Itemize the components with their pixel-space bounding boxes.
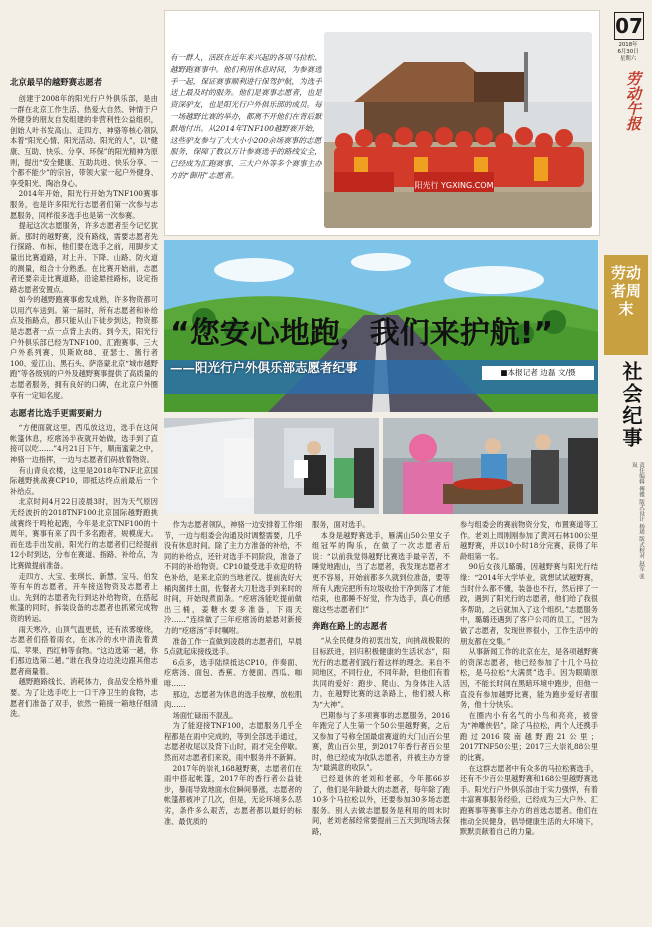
paragraph: 如今的越野跑赛事愈发成熟，许多物资都可以用汽车送到。第一届时，所有志愿者和补给点及指路点，都只能从山下徒步到达，物资都是志愿者一点一点背上去的。到今天，阳光行户外俱乐部已经为TNF100、汇跑赛事、三大户外系列赛、贝斯欧88、亚瑟士、酱行者100、爱江山、黑石头、萨洛蒙北京“城市越野跑”等各级别的户外及越野赛事提供了高质量的志愿者服务，拥有良好的口碑，在北京户外圈享有一定知名度。: [10, 295, 158, 400]
article-column-3: [312, 520, 450, 838]
section-heading-2: 志愿者比选手更需要耐力: [10, 408, 103, 419]
photo-supply-tent: [164, 418, 379, 514]
section-heading-3: 奔跑在路上的志愿者: [312, 621, 388, 632]
paragraph: 准备工作一直做到凌晨的志愿者们，早晨5点就起床接线选手。: [164, 636, 303, 657]
section-title: 劳动者周末: [610, 264, 641, 318]
paragraph: 那边，志愿者为休息的选手按摩，放松肌肉……: [164, 689, 303, 710]
byline: ■本报记者 边磊 文/摄: [482, 366, 594, 380]
page-number: 07: [615, 14, 643, 38]
paragraph: 创建于2008年的阳光行户外俱乐部，是由一群在北京工作生活、热爱大自然、钟情于户外健身的朋友自发组建的非营利性公益组织，创始人叶书发高山、走四方、神骆等核心领队本着“阳光心情、阳光活动、阳光的人”，以“健康、互助、快乐、分享、环保”的阳光精神为原则，提出“安全健康、互助共进、快乐分享、一个都不能少”的宗旨，带领大家一起户外健身、享受阳光、陶冶身心。: [10, 94, 158, 188]
editor-credits: 责任编辑 傅雅 版式设计 杨珺 版式校对 赵军 张岚: [630, 462, 644, 580]
photo-serving-food-image: [383, 418, 598, 514]
paragraph: 服务，面对选手。: [312, 520, 370, 529]
headline: “您安心地跑，我们来护航!”: [170, 316, 554, 351]
paragraph: 在圈内小有名气的小鸟和亮亮，被誉为“神雕侠侣”，除了马拉松，两个人还携手跑过2016陵南越野跑21公里；2017TNF50公里；2017三大崇礼88公里的比赛。: [460, 710, 598, 763]
issue-date: [610, 42, 646, 63]
paragraph: 有山青良衣楼，这里是2018年TNF北京国际越野挑战赛CP10，即抵达终点前最后一个补给点。: [10, 465, 158, 496]
paragraph: 90后女孩儿璐璐，因越野赛与阳光行结缘：“2014年大学毕业，就想试试越野赛，当时什么都不懂，装备也不行，然后摔了一跤，遇到了阳光行的志愿者，他们给了我很多帮助，之后就加入了这个组织。”志愿服务中，璐璐还遇到了客户公司的员工，“因为做了志愿者，发现世界很小，工作生活中的朋友都在交集。”: [460, 562, 598, 646]
paragraph: “从全民健身的初衷出发，向挑战极限的目标跃进，回归积极健康的生活状态”，阳光行的志愿者们践行着这样的理念。来自不同地区，不同行业，不同年龄，但他们有着共同的爱好：跑步、爬山、为身体注入活力，在越野比赛的这条路上，他们被人称为“大神”。: [312, 636, 450, 709]
date-day: 6月30日: [617, 49, 639, 55]
paragraph: 作为志愿者领队，神骆一边安排着工作细节，一边与组委会沟通及时调整需要，几乎没有休息时间。除了主力方准备的补给，不同的补给点，还针对选手不同阶段，准备了不同的补给物资。CP10最受选手欢迎的特色补给，是来北京的当地老汉。提前洗好大桶肉酱拌土面，佐餐者大刀肚选手到来时的时间，开始现煮面条。“疙瘩汤能吃提前做出三桶，姜糖水要多准备，下雨天冷……”连续做了三年疙瘩汤的悬悬对新接力的“疙瘩汤”手时嘱咐。: [164, 520, 303, 635]
paragraph: 本身是越野赛选手，雁满山50公里女子组冠军的陶乐，在做了一次志愿者后说：“以前我觉得越野比赛选手最辛苦，不睡觉地跑山，当了志愿者，我发现志愿者才更不容易，开始前都多久就到位准备，要等所有人跑完把所有垃圾收拾干净到落了才能结束，也都睡不好觉，作为选手，真心的感谢这些志愿者们!”: [312, 530, 450, 614]
paragraph: “方便面就这里，西瓜放这边，选手在这间帐篷休息，疙瘩汤半夜就开始做，选手到了直接可以吃……”4月21日下午，顺南蜜蒙之中，神骆一边指挥，一边与志愿者们码放着物资。: [10, 423, 158, 464]
photo-supply-tent-image: [164, 418, 379, 514]
paragraph: 巴期参与了多项赛事的志愿服务，2016年跑完了人生第一个50公里越野赛，之后又参加了号称全国最虐赛道的大门山百公里赛，黄山百公里，到2017年香行者百公里时，他已经成为收队志愿者，并被主办方誉为“最满意的收队”。: [312, 710, 450, 773]
paragraph: 6点多，选手陆续抵达CP10。伴奏面、疙瘩汤、面包、香蕉、方便面、西瓜、咖啡……: [164, 657, 302, 688]
paragraph: 2017年的崇礼168越野赛，志愿者们在雨中搭起帐篷，2017年的香行者公益徒步，暴雨导致地面水位瞬间暴涨，志愿者的帐篷都被冲了几次，但是，无论环境多么恶劣，条件多么艰苦，志愿者都以最好的标准、最优质的: [164, 763, 302, 826]
paragraph: 场面忙碌而不混乱。: [172, 710, 238, 720]
flag-text: 阳光行 YGXING.COM: [414, 181, 494, 190]
paragraph: 越野跑路线长、消耗体力，食品安全格外重要。为了让选手吃上一口干净卫生的食物，志愿者们准备了双手，依然一箱接一箱地仔细清洗。: [10, 677, 158, 719]
section-heading-1: 北京最早的越野赛志愿者: [10, 77, 103, 87]
group-photo: [324, 32, 592, 228]
intro-text: 有一群人，活跃在近年来兴起的各项马拉松、越野跑赛事中。他们利用休息时间，为参赛选手一起，保证赛事顺利进行保驾护航，为选手送上最及时的服务。他们是赛事志愿者，也是资深驴友，也是阳光行户外俱乐部的成员。每一场越野比赛的举办，都离不开他们在背后默默地付出。从2014年TNF100越野赛开始，这些驴友参与了大大小小200余场赛事的志愿服务，保障了数以万计参赛选手的路线安全，已经成为汇跑赛事、三大户外等多个赛事主办方的“御用”志愿者。: [170, 53, 322, 180]
paragraph: 2014年开始，阳光行开始为TNF100赛事服务，也是许多阳光行志愿者们第一次参与志愿服务，同样很多选手也是第一次参赛。: [10, 189, 158, 220]
date-weekday: 星期六: [619, 56, 637, 62]
date-year: 2018年: [618, 42, 638, 48]
subheadline: ——阳光行户外俱乐部志愿者纪事: [170, 360, 358, 375]
article-column-1: [10, 76, 158, 720]
paragraph: 走四方、大宝、张琪长、新慧、宝马、伯发等有车的志愿者，开车接送物资及志愿者上山。先到的志愿者先行到达补给物资，在搭起帐篷的同时，拆装设备的志愿者也抓紧完成物资的转运。: [10, 571, 158, 623]
paragraph: 北京时间4月22日凌晨3时，因为天气原因无经波折的2018TNF100北京国际越野跑挑战赛终于鸣枪起跑，今年是北京TNF100的十周年，赛事有来了四千多名跑者，规模庞大。而在选手出发前，阳光行的志愿者们已经提前12小时到达，分布在赛道、指路、补给点，为比赛做提前准备。: [10, 497, 158, 570]
paragraph: 已经退休的老刘和老郝，今年都66岁了，他们是年龄最大的志愿者，每年除了跑10多个马拉松以外，还要参加30多场志愿服务。别人去做志愿服务是利用的周末时间，老刘老郝经常要提前三五天到现场去探路，: [312, 774, 450, 837]
paragraph: 从事新闻工作的北京在左，是各项越野赛的资深志愿者，他已经参加了十几个马拉松，是马拉松“大满贯”选手。因为眼睛原因，不能长时间在黑暗环境中跑步，但他一直没有参加越野比赛，能为跑步爱好者服务，他十分快乐。: [460, 647, 599, 710]
paragraph: 为了能迎接TNF100，志愿服务几乎全程都是在雨中完成的，等到全部选手通过，志愿者收尾以及背下山时，雨才完全停歇。然而对志愿者们来说，雨中服务并不新鲜。: [164, 721, 302, 763]
paper-logo: 劳动午报: [624, 71, 642, 131]
paragraph: 参与组委会的赛前物资分发，布置赛道等工作。老刘上周刚刚参加了黄河石林100公里越野赛，并以10小时18分完赛，获得了年龄组第一名。: [460, 520, 598, 561]
article-column-4: [460, 520, 598, 838]
paragraph: 提起这次志愿服务，许多志愿者至今记忆犹新。那时的越野赛，没有路线，需要志愿者先行探路、布标，他们要在选手之前，用脚步丈量出比赛道路，对上升、下降、山路、防火道的测量，组合十分熟悉。在比赛开始前，志愿者还要亲走比赛道路，沿途悬挂路标，设定指路志愿者安置点。: [10, 221, 158, 294]
paragraph: 在这群志愿者中有众多的马拉松赛选手，还有不少百公里越野赛和168公里越野赛选手。阳光行户外俱乐部由于实力强悍，有着丰富赛事服务经验，已经成为三大户外、汇跑赛事等赛事主办方的首选志愿者。他们在推动全民健身，倡导健康生活的大环境下，默默贡献着自己的力量。: [460, 763, 599, 837]
group-photo-illustration: [324, 32, 592, 228]
column-title: 社会纪事: [619, 361, 643, 449]
photo-serving-food: [383, 418, 598, 514]
article-column-2: [164, 520, 302, 827]
paragraph: 雨天寒冷，山顶气温更低，还有浓雾缭绕，志愿者们搭着雨衣，在冰冷的水中清洗着黄瓜、苹果、西红柿等食物。“这边选第一趟，你们那边选第二趟。”谁在我身边边洗边跟其他志愿者商量着。: [10, 624, 158, 676]
